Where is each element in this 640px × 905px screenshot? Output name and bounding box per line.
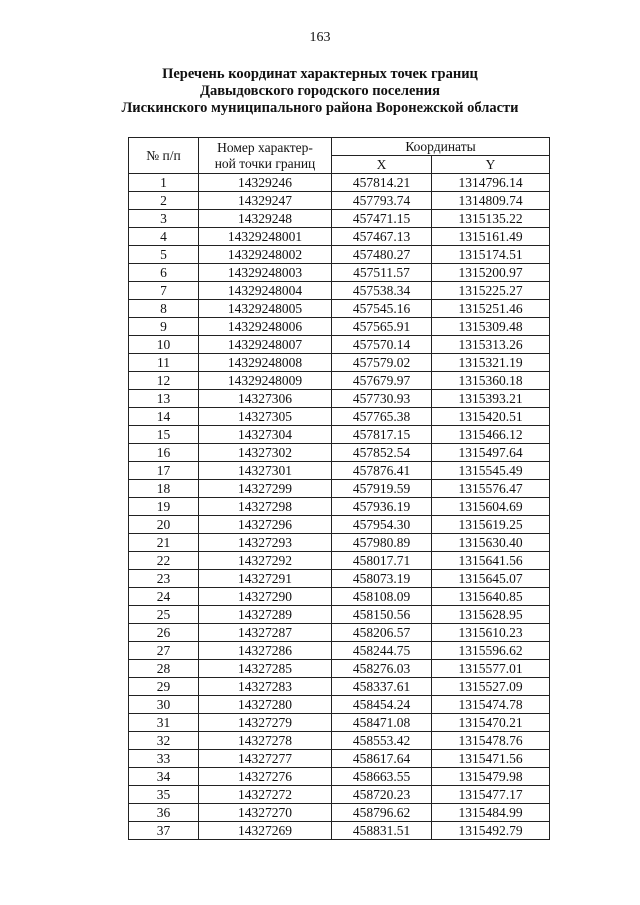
cell-number: 32	[129, 732, 199, 750]
document-title	[0, 66, 640, 117]
table-row	[129, 606, 550, 624]
table-row	[129, 642, 550, 660]
cell-point-number: 14327298	[199, 498, 332, 516]
table-row	[129, 624, 550, 642]
cell-point-number: 14327299	[199, 480, 332, 498]
cell-x: 457793.74	[332, 192, 432, 210]
cell-number: 5	[129, 246, 199, 264]
cell-x: 457511.57	[332, 264, 432, 282]
cell-y: 1315484.99	[432, 804, 550, 822]
cell-y: 1314809.74	[432, 192, 550, 210]
cell-number: 28	[129, 660, 199, 678]
cell-point-number: 14327306	[199, 390, 332, 408]
cell-x: 457817.15	[332, 426, 432, 444]
cell-y: 1315527.09	[432, 678, 550, 696]
cell-x: 457954.30	[332, 516, 432, 534]
cell-y: 1315420.51	[432, 408, 550, 426]
cell-x: 457936.19	[332, 498, 432, 516]
header-point-number	[199, 138, 332, 174]
cell-y: 1315466.12	[432, 426, 550, 444]
table-row	[129, 336, 550, 354]
cell-x: 457538.34	[332, 282, 432, 300]
cell-number: 19	[129, 498, 199, 516]
coordinates-table	[128, 137, 550, 840]
cell-x: 457876.41	[332, 462, 432, 480]
table-row	[129, 678, 550, 696]
cell-point-number: 14329248007	[199, 336, 332, 354]
cell-x: 457579.02	[332, 354, 432, 372]
table-row	[129, 516, 550, 534]
table-row	[129, 498, 550, 516]
header-point-line-2: ной точки границ	[214, 155, 316, 171]
cell-y: 1315313.26	[432, 336, 550, 354]
table-row	[129, 282, 550, 300]
cell-point-number: 14329248009	[199, 372, 332, 390]
cell-y: 1315492.79	[432, 822, 550, 840]
cell-point-number: 14327301	[199, 462, 332, 480]
table-row	[129, 192, 550, 210]
table-row	[129, 408, 550, 426]
cell-point-number: 14327285	[199, 660, 332, 678]
cell-x: 458150.56	[332, 606, 432, 624]
table-row	[129, 696, 550, 714]
cell-number: 29	[129, 678, 199, 696]
table-row	[129, 462, 550, 480]
cell-y: 1315497.64	[432, 444, 550, 462]
cell-point-number: 14329248001	[199, 228, 332, 246]
cell-y: 1315174.51	[432, 246, 550, 264]
cell-y: 1315360.18	[432, 372, 550, 390]
cell-x: 458073.19	[332, 570, 432, 588]
cell-x: 457480.27	[332, 246, 432, 264]
cell-number: 27	[129, 642, 199, 660]
cell-y: 1315471.56	[432, 750, 550, 768]
table-row	[129, 534, 550, 552]
cell-number: 37	[129, 822, 199, 840]
table-row	[129, 174, 550, 192]
table-row	[129, 318, 550, 336]
cell-x: 457565.91	[332, 318, 432, 336]
cell-number: 33	[129, 750, 199, 768]
cell-x: 458337.61	[332, 678, 432, 696]
page-number: 163	[309, 30, 331, 45]
table-row	[129, 480, 550, 498]
cell-point-number: 14327291	[199, 570, 332, 588]
table-row	[129, 444, 550, 462]
cell-y: 1314796.14	[432, 174, 550, 192]
cell-point-number: 14329248	[199, 210, 332, 228]
cell-y: 1315630.40	[432, 534, 550, 552]
cell-x: 458454.24	[332, 696, 432, 714]
header-coordinates: Координаты	[332, 138, 550, 156]
cell-number: 35	[129, 786, 199, 804]
table-row	[129, 588, 550, 606]
cell-number: 24	[129, 588, 199, 606]
cell-x: 458276.03	[332, 660, 432, 678]
title-line-1: Перечень координат характерных точек границ	[162, 66, 478, 82]
cell-number: 6	[129, 264, 199, 282]
title-line-2: Давыдовского городского поселения	[200, 83, 440, 99]
cell-point-number: 14329247	[199, 192, 332, 210]
cell-point-number: 14327270	[199, 804, 332, 822]
cell-x: 457765.38	[332, 408, 432, 426]
cell-y: 1315641.56	[432, 552, 550, 570]
table-row	[129, 354, 550, 372]
cell-y: 1315628.95	[432, 606, 550, 624]
cell-x: 457814.21	[332, 174, 432, 192]
cell-point-number: 14327272	[199, 786, 332, 804]
cell-point-number: 14329248008	[199, 354, 332, 372]
cell-point-number: 14327278	[199, 732, 332, 750]
table-row	[129, 768, 550, 786]
cell-number: 12	[129, 372, 199, 390]
cell-number: 15	[129, 426, 199, 444]
table-row	[129, 714, 550, 732]
cell-point-number: 14327292	[199, 552, 332, 570]
cell-number: 23	[129, 570, 199, 588]
cell-x: 457919.59	[332, 480, 432, 498]
cell-number: 4	[129, 228, 199, 246]
table-row	[129, 426, 550, 444]
table-row	[129, 246, 550, 264]
title-line-3: Лискинского муниципального района Воронежской области	[121, 100, 519, 116]
cell-y: 1315474.78	[432, 696, 550, 714]
cell-y: 1315477.17	[432, 786, 550, 804]
cell-y: 1315545.49	[432, 462, 550, 480]
table-row	[129, 750, 550, 768]
cell-x: 458663.55	[332, 768, 432, 786]
cell-point-number: 14327289	[199, 606, 332, 624]
cell-number: 22	[129, 552, 199, 570]
cell-number: 17	[129, 462, 199, 480]
cell-y: 1315645.07	[432, 570, 550, 588]
cell-x: 458796.62	[332, 804, 432, 822]
cell-x: 457679.97	[332, 372, 432, 390]
cell-y: 1315640.85	[432, 588, 550, 606]
cell-y: 1315321.19	[432, 354, 550, 372]
cell-x: 458720.23	[332, 786, 432, 804]
cell-y: 1315478.76	[432, 732, 550, 750]
cell-y: 1315309.48	[432, 318, 550, 336]
cell-point-number: 14327286	[199, 642, 332, 660]
cell-point-number: 14327290	[199, 588, 332, 606]
cell-point-number: 14327280	[199, 696, 332, 714]
table-row	[129, 264, 550, 282]
header-number: № п/п	[129, 138, 199, 174]
cell-number: 1	[129, 174, 199, 192]
cell-x: 458553.42	[332, 732, 432, 750]
cell-y: 1315161.49	[432, 228, 550, 246]
cell-x: 458206.57	[332, 624, 432, 642]
cell-number: 13	[129, 390, 199, 408]
cell-y: 1315393.21	[432, 390, 550, 408]
cell-point-number: 14327304	[199, 426, 332, 444]
table-row	[129, 822, 550, 840]
cell-number: 16	[129, 444, 199, 462]
table-row	[129, 804, 550, 822]
cell-number: 36	[129, 804, 199, 822]
cell-number: 8	[129, 300, 199, 318]
cell-point-number: 14329248002	[199, 246, 332, 264]
table-row	[129, 390, 550, 408]
table-header	[129, 138, 550, 174]
cell-x: 457570.14	[332, 336, 432, 354]
cell-number: 9	[129, 318, 199, 336]
cell-number: 10	[129, 336, 199, 354]
table-row	[129, 732, 550, 750]
cell-point-number: 14327305	[199, 408, 332, 426]
cell-y: 1315596.62	[432, 642, 550, 660]
cell-point-number: 14327277	[199, 750, 332, 768]
cell-point-number: 14329248004	[199, 282, 332, 300]
table-body	[129, 174, 550, 840]
cell-point-number: 14329248006	[199, 318, 332, 336]
table-row	[129, 210, 550, 228]
cell-x: 457980.89	[332, 534, 432, 552]
cell-point-number: 14327296	[199, 516, 332, 534]
table-row	[129, 300, 550, 318]
cell-number: 20	[129, 516, 199, 534]
table-row	[129, 570, 550, 588]
cell-x: 457467.13	[332, 228, 432, 246]
cell-number: 14	[129, 408, 199, 426]
header-point-line-1: Номер характер-	[217, 139, 313, 155]
cell-y: 1315251.46	[432, 300, 550, 318]
cell-number: 34	[129, 768, 199, 786]
cell-number: 2	[129, 192, 199, 210]
table-row	[129, 552, 550, 570]
cell-point-number: 14329248005	[199, 300, 332, 318]
cell-x: 458108.09	[332, 588, 432, 606]
cell-y: 1315225.27	[432, 282, 550, 300]
cell-point-number: 14327276	[199, 768, 332, 786]
header-y: Y	[432, 156, 550, 174]
cell-number: 26	[129, 624, 199, 642]
cell-point-number: 14327269	[199, 822, 332, 840]
cell-x: 457545.16	[332, 300, 432, 318]
cell-x: 458017.71	[332, 552, 432, 570]
cell-y: 1315619.25	[432, 516, 550, 534]
cell-x: 458244.75	[332, 642, 432, 660]
cell-x: 457730.93	[332, 390, 432, 408]
cell-y: 1315577.01	[432, 660, 550, 678]
cell-number: 31	[129, 714, 199, 732]
cell-point-number: 14327302	[199, 444, 332, 462]
table-row	[129, 372, 550, 390]
cell-x: 458471.08	[332, 714, 432, 732]
cell-point-number: 14327279	[199, 714, 332, 732]
cell-x: 457852.54	[332, 444, 432, 462]
cell-number: 3	[129, 210, 199, 228]
cell-x: 457471.15	[332, 210, 432, 228]
cell-y: 1315610.23	[432, 624, 550, 642]
cell-number: 21	[129, 534, 199, 552]
cell-number: 25	[129, 606, 199, 624]
cell-x: 458831.51	[332, 822, 432, 840]
cell-point-number: 14329246	[199, 174, 332, 192]
table-row	[129, 786, 550, 804]
cell-x: 458617.64	[332, 750, 432, 768]
cell-number: 30	[129, 696, 199, 714]
cell-y: 1315576.47	[432, 480, 550, 498]
cell-y: 1315200.97	[432, 264, 550, 282]
cell-number: 18	[129, 480, 199, 498]
table-row	[129, 660, 550, 678]
cell-y: 1315135.22	[432, 210, 550, 228]
cell-point-number: 14329248003	[199, 264, 332, 282]
header-x: X	[332, 156, 432, 174]
cell-y: 1315470.21	[432, 714, 550, 732]
cell-point-number: 14327293	[199, 534, 332, 552]
cell-point-number: 14327287	[199, 624, 332, 642]
cell-number: 7	[129, 282, 199, 300]
cell-number: 11	[129, 354, 199, 372]
cell-y: 1315479.98	[432, 768, 550, 786]
cell-point-number: 14327283	[199, 678, 332, 696]
cell-y: 1315604.69	[432, 498, 550, 516]
table-row	[129, 228, 550, 246]
